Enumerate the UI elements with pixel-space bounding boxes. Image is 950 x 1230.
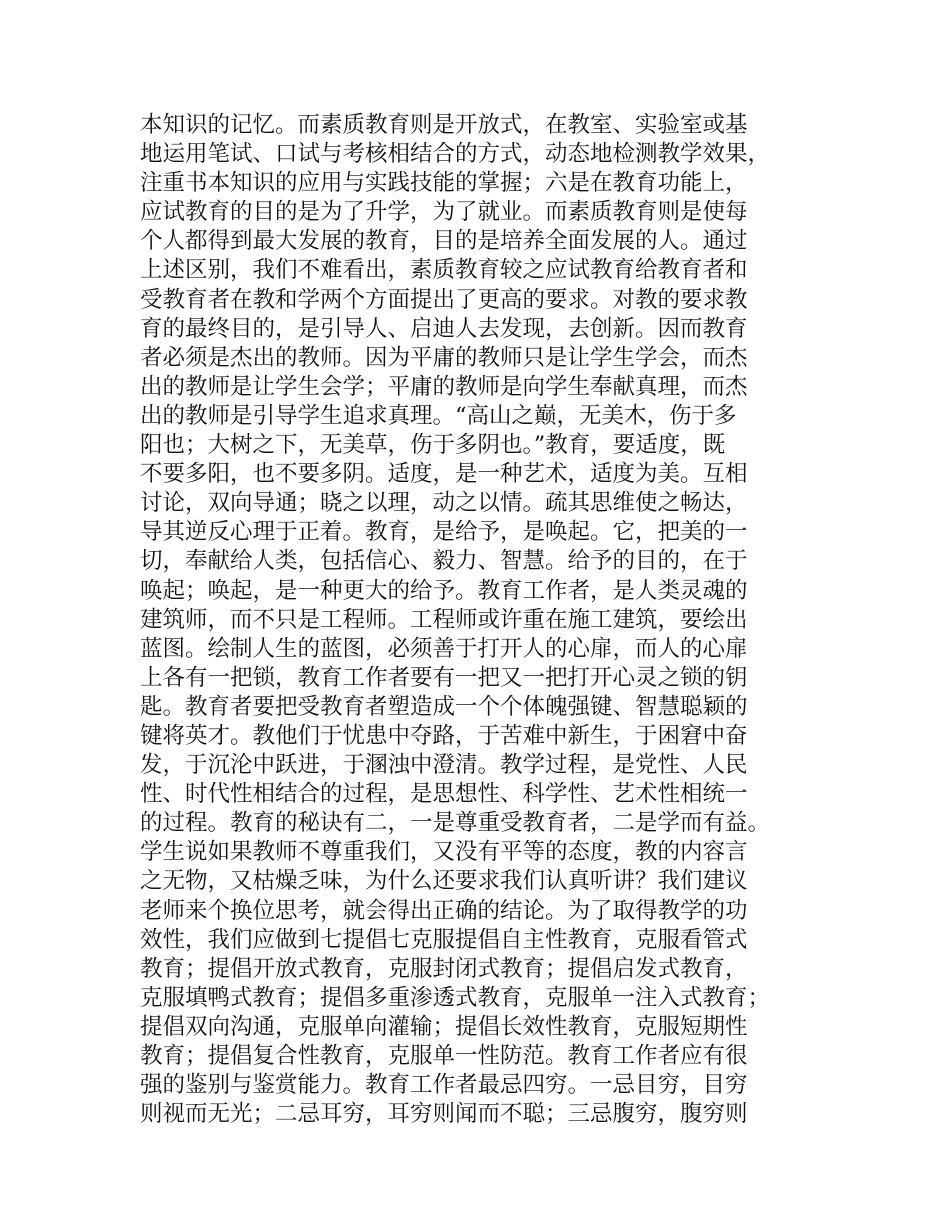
text-line: 效性，我们应做到七提倡七克服提倡自主性教育，克服看管式: [140, 926, 748, 953]
text-line: 教育；提倡开放式教育，克服封闭式教育；提倡启发式教育，: [140, 955, 748, 982]
text-line: 学生说如果教师不尊重我们，又没有平等的态度，教的内容言: [140, 839, 748, 866]
text-line: 应试教育的目的是为了升学，为了就业。而素质教育则是使每: [140, 199, 748, 226]
text-line: 性、时代性相结合的过程，是思想性、科学性、艺术性相统一: [140, 781, 748, 808]
text-line: 导其逆反心理于正着。教育，是给予，是唤起。它，把美的一: [140, 519, 748, 546]
text-line: 地运用笔试、口试与考核相结合的方式，动态地检测教学效果，: [140, 141, 771, 168]
text-line: 切，奉献给人类，包括信心、毅力、智慧。给予的目的，在于: [140, 548, 748, 575]
text-line: 者必须是杰出的教师。因为平庸的教师只是让学生学会，而杰: [140, 344, 748, 371]
text-line: 阳也；大树之下，无美草，伤于多阴也。”教育，要适度，既: [140, 432, 726, 459]
text-line: 建筑师，而不只是工程师。工程师或许重在施工建筑，要绘出: [140, 606, 748, 633]
text-line: 出的教师是引导学生追求真理。“高山之巅，无美木，伤于多: [140, 402, 737, 429]
text-line: 本知识的记忆。而素质教育则是开放式，在教室、实验室或基: [140, 112, 748, 138]
text-line: 之无物，又枯燥乏味，为什么还要求我们认真听讲？我们建议: [140, 868, 748, 895]
text-line: 出的教师是让学生会学；平庸的教师是向学生奉献真理，而杰: [140, 373, 748, 400]
text-line: 蓝图。绘制人生的蓝图，必须善于打开人的心扉，而人的心扉: [140, 635, 748, 662]
text-line: 上述区别，我们不难看出，素质教育较之应试教育给教育者和: [140, 257, 748, 284]
text-line: 强的鉴别与鉴赏能力。教育工作者最忌四穷。一忌目穷，目穷: [140, 1072, 748, 1099]
text-line: 老师来个换位思考，就会得出正确的结论。为了取得教学的功: [140, 897, 748, 924]
text-line: 个人都得到最大发展的教育，目的是培养全面发展的人。通过: [140, 228, 748, 255]
text-line: 唤起；唤起，是一种更大的给予。教育工作者，是人类灵魂的: [140, 577, 748, 604]
text-line: 克服填鸭式教育；提倡多重渗透式教育，克服单一注入式教育；: [140, 984, 771, 1011]
text-line: 教育；提倡复合性教育，克服单一性防范。教育工作者应有很: [140, 1043, 748, 1069]
text-line: 则视而无光；二忌耳穷，耳穷则闻而不聪；三忌腹穷，腹穷则: [140, 1101, 748, 1128]
text-line: 注重书本知识的应用与实践技能的掌握；六是在教育功能上，: [140, 170, 748, 197]
text-line: 的过程。教育的秘诀有二，一是尊重受教育者，二是学而有益。: [140, 810, 771, 837]
text-line: 育的最终目的，是引导人、启迪人去发现，去创新。因而教育: [140, 315, 748, 342]
text-line: 键将英才。教他们于忧患中夺路，于苦难中新生，于困窘中奋: [140, 722, 748, 749]
text-line: 上各有一把锁，教育工作者要有一把又一把打开心灵之锁的钥: [140, 664, 748, 691]
text-line: 不要多阳，也不要多阴。适度，是一种艺术，适度为美。互相: [140, 461, 748, 488]
text-line: 受教育者在教和学两个方面提出了更高的要求。对教的要求教: [140, 286, 748, 313]
text-line: 讨论，双向导通；晓之以理，动之以情。疏其思维使之畅达，: [140, 490, 748, 517]
text-line: 匙。教育者要把受教育者塑造成一个个体魄强键、智慧聪颖的: [140, 693, 748, 720]
text-line: 提倡双向沟通，克服单向灌输；提倡长效性教育，克服短期性: [140, 1013, 748, 1040]
body-text: [140, 111, 830, 1129]
text-line: 发，于沉沦中跃进，于溷浊中澄清。教学过程，是党性、人民: [140, 752, 748, 779]
